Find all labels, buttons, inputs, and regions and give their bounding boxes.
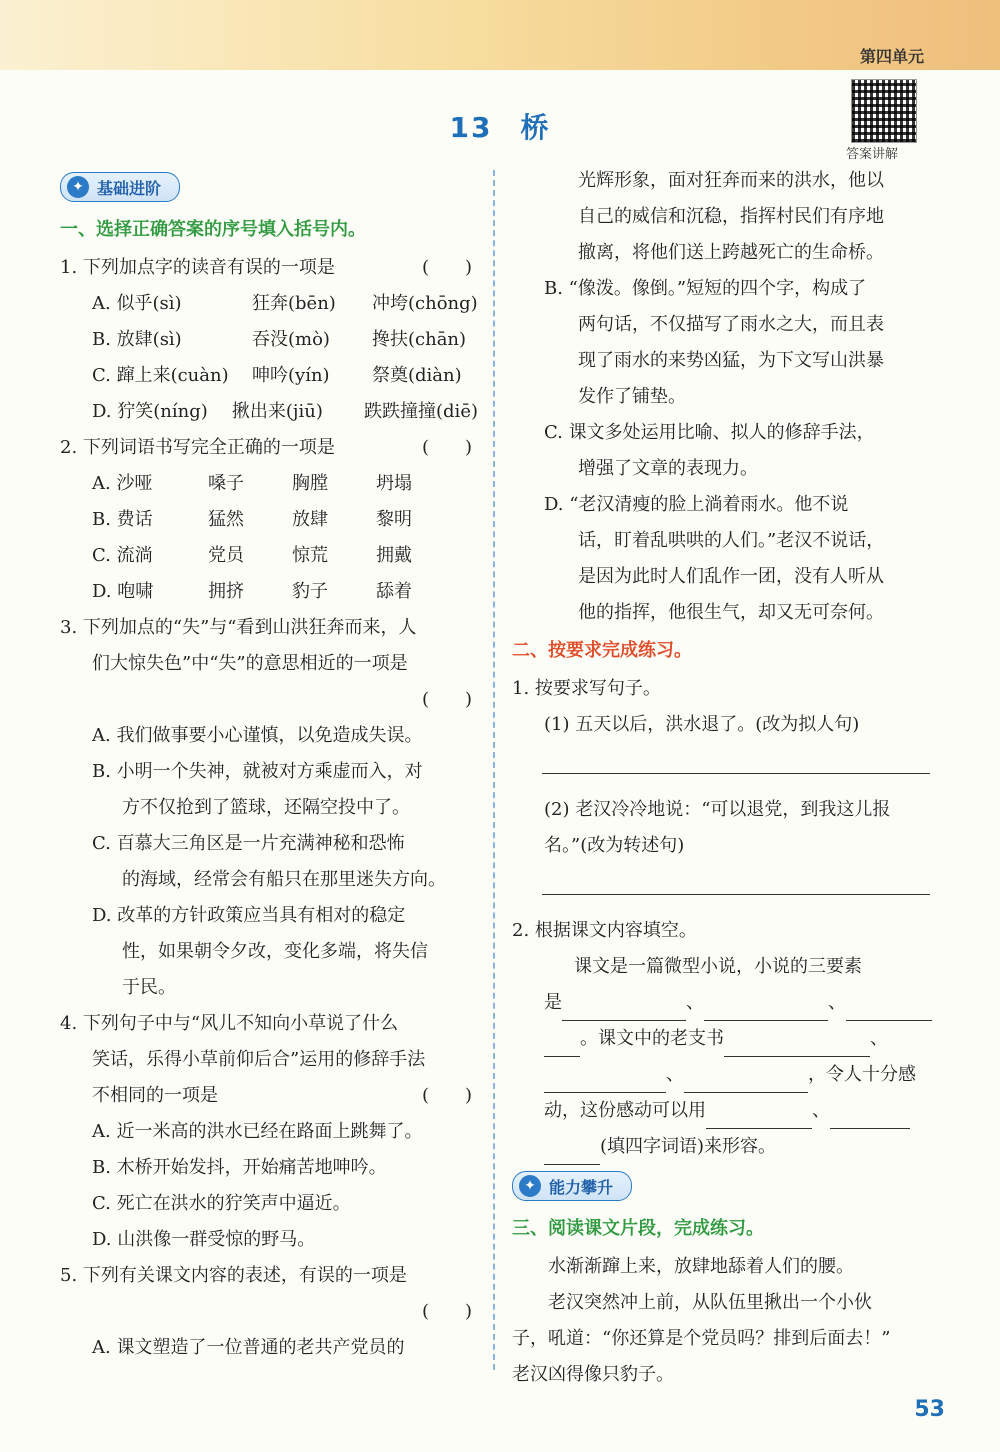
right-column: [512, 163, 930, 1393]
q5-option-c[interactable]: C. 课文多处运用比喻、拟人的修辞手法，: [544, 422, 875, 443]
q3-option-b[interactable]: B. 小明一个失神，就被对方乘虚而入，对: [92, 761, 423, 782]
blank[interactable]: [544, 1032, 580, 1057]
q2-option-b[interactable]: B. 费话 猛然 放肆 黎明: [92, 509, 412, 530]
q5-option-d[interactable]: D. “老汉清瘦的脸上淌着雨水。他不说: [544, 494, 849, 515]
passage-line-2: 老汉突然冲上前，从队伍里揪出一个小伙: [548, 1292, 872, 1313]
q3-stem-2: 们大惊失色”中“失”的意思相近的一项是: [92, 653, 408, 674]
q5-option-d-cont2: 是因为此时人们乱作一团，没有人听从: [578, 566, 884, 587]
blank[interactable]: [544, 1068, 666, 1093]
unit-label: 第四单元: [859, 47, 924, 66]
section-one-heading: 一、选择正确答案的序号填入括号内。: [60, 219, 366, 240]
passage-line-4: 老汉凶得像只豹子。: [512, 1364, 674, 1385]
q5-option-d-cont: 话，盯着乱哄哄的人们。”老汉不说话，: [578, 530, 885, 551]
section-two-heading: 二、按要求完成练习。: [512, 640, 692, 661]
basic-section-badge: ✦ 基础进阶: [60, 172, 180, 202]
q2-option-d[interactable]: D. 咆啸 拥挤 豹子 舔着: [92, 581, 412, 602]
answer-paren[interactable]: ( ): [421, 257, 472, 278]
q4-stem-2: 笑话，乐得小草前仰后合”运用的修辞手法: [92, 1049, 426, 1070]
blank[interactable]: [704, 996, 828, 1021]
q4-option-a[interactable]: A. 近一米高的洪水已经在路面上跳舞了。: [92, 1121, 423, 1142]
q3-stem-1: 3. 下列加点的“失”与“看到山洪狂奔而来，人: [60, 617, 417, 638]
qr-label: 答案讲解: [846, 147, 899, 162]
p2-q2: 2. 根据课文内容填空。: [512, 920, 697, 941]
blank[interactable]: [562, 996, 686, 1021]
answer-paren[interactable]: ( ): [421, 437, 472, 458]
ability-section-badge: ✦ 能力攀升: [512, 1171, 632, 1201]
q1-option-a[interactable]: A. 似乎(sì) 狂奔(bēn) 冲垮(chōng): [92, 293, 478, 314]
blank[interactable]: [846, 996, 932, 1021]
blank[interactable]: [684, 1068, 808, 1093]
qr-code[interactable]: [851, 79, 917, 143]
q3-paren-row: [60, 682, 478, 718]
answer-paren[interactable]: ( ): [421, 1301, 472, 1322]
q3-option-b-cont: 方不仅抢到了篮球，还隔空投中了。: [122, 797, 410, 818]
q4-option-b[interactable]: B. 木桥开始发抖，开始痛苦地呻吟。: [92, 1157, 387, 1178]
p2-q2-line1: 课文是一篇微型小说，小说的三要素: [574, 956, 862, 977]
answer-paren[interactable]: ( ): [421, 1085, 472, 1106]
p2-q2-line2: 是 、 、: [512, 985, 930, 1021]
q4-option-c[interactable]: C. 死亡在洪水的狞笑声中逼近。: [92, 1193, 351, 1214]
section-three-heading: 三、阅读课文片段，完成练习。: [512, 1218, 764, 1239]
climber-icon: ✦: [519, 1175, 541, 1197]
blank[interactable]: [724, 1032, 870, 1057]
q1-option-b[interactable]: B. 放肆(sì) 吞没(mò) 搀扶(chān): [92, 329, 467, 350]
q5-option-b-cont: 两句话，不仅描写了雨水之大，而且表: [578, 314, 884, 335]
q5-option-a-cont3: 撤离，将他们送上跨越死亡的生命桥。: [578, 242, 884, 263]
q1-option-c[interactable]: C. 蹿上来(cuàn) 呻吟(yín) 祭奠(diàn): [92, 365, 462, 386]
answer-paren[interactable]: ( ): [421, 689, 472, 710]
q3-option-a[interactable]: A. 我们做事要小心谨慎，以免造成失误。: [92, 725, 423, 746]
q5-option-b-cont3: 发作了铺垫。: [578, 386, 686, 407]
q3-option-c-cont: 的海域，经常会有船只在那里迷失方向。: [122, 869, 446, 890]
q3-option-d[interactable]: D. 改革的方针政策应当具有相对的稳定: [92, 905, 406, 926]
page-number: 53: [914, 1397, 945, 1422]
p2-q2-line6: (填四字词语)来形容。: [512, 1129, 930, 1165]
q5-paren-row: [60, 1294, 478, 1330]
p2-q2-line4: 、 ，令人十分感: [512, 1057, 930, 1093]
top-banner: [0, 0, 1000, 70]
q5-option-b[interactable]: B. “像泼。像倒。”短短的四个字，构成了: [544, 278, 867, 299]
q5-option-a-cont2: 自己的威信和沉稳，指挥村民们有序地: [578, 206, 884, 227]
p2-q2-line5: 动，这份感动可以用 、: [512, 1093, 930, 1129]
q2-option-c[interactable]: C. 流淌 党员 惊荒 拥戴: [92, 545, 412, 566]
p2-q1: 1. 按要求写句子。: [512, 678, 661, 699]
q3-option-d-cont: 性，如果朝令夕改，变化多端，将失信: [122, 941, 428, 962]
p2-q1-a: (1) 五天以后，洪水退了。(改为拟人句): [544, 714, 860, 735]
q1-stem: 1. 下列加点字的读音有误的一项是 ( ): [60, 250, 478, 286]
q4-option-d[interactable]: D. 山洪像一群受惊的野马。: [92, 1229, 316, 1250]
lesson-title: [0, 106, 1000, 146]
q3-option-c[interactable]: C. 百慕大三角区是一片充满神秘和恐怖: [92, 833, 405, 854]
q5-option-a-cont: 光辉形象，面对狂奔而来的洪水，他以: [578, 170, 884, 191]
q4-stem-3: 不相同的一项是 ( ): [60, 1078, 478, 1114]
q5-option-a[interactable]: A. 课文塑造了一位普通的老共产党员的: [92, 1337, 405, 1358]
blank[interactable]: [706, 1104, 812, 1129]
blank[interactable]: [544, 1140, 600, 1165]
left-column: [60, 172, 478, 1366]
answer-line-1[interactable]: [542, 749, 930, 774]
q5-option-c-cont: 增强了文章的表现力。: [578, 458, 758, 479]
passage-line-3: 子，吼道：“你还算是个党员吗？排到后面去！”: [512, 1328, 891, 1349]
answer-line-2[interactable]: [542, 870, 930, 895]
p2-q1-b: (2) 老汉冷冷地说：“可以退党，到我这儿报: [544, 799, 891, 820]
q3-option-d-cont2: 于民。: [122, 977, 176, 998]
lesson-number: 13: [449, 111, 493, 144]
q4-stem-1: 4. 下列句子中与“风儿不知向小草说了什么: [60, 1013, 399, 1034]
p2-q2-line3: 。课文中的老支书 、: [512, 1021, 930, 1057]
lesson-name: 桥: [520, 111, 551, 144]
p2-q1-b-cont: 名。”(改为转述句): [544, 835, 685, 856]
q5-stem: 5. 下列有关课文内容的表述，有误的一项是: [60, 1265, 407, 1286]
q2-option-a[interactable]: A. 沙哑 嗓子 胸膛 坍塌: [92, 473, 412, 494]
blank[interactable]: [830, 1104, 910, 1129]
passage-line-1: 水渐渐蹿上来，放肆地舔着人们的腰。: [548, 1256, 854, 1277]
q5-option-d-cont3: 他的指挥，他很生气，却又无可奈何。: [578, 602, 884, 623]
q1-option-d[interactable]: D. 狞笑(níng) 揪出来(jiū) 跌跌撞撞(diē): [92, 401, 478, 422]
q5-option-b-cont2: 现了雨水的来势凶猛，为下文写山洪暴: [578, 350, 884, 371]
q2-stem: 2. 下列词语书写完全正确的一项是 ( ): [60, 430, 478, 466]
column-divider: [493, 170, 495, 1370]
runner-icon: ✦: [67, 176, 89, 198]
